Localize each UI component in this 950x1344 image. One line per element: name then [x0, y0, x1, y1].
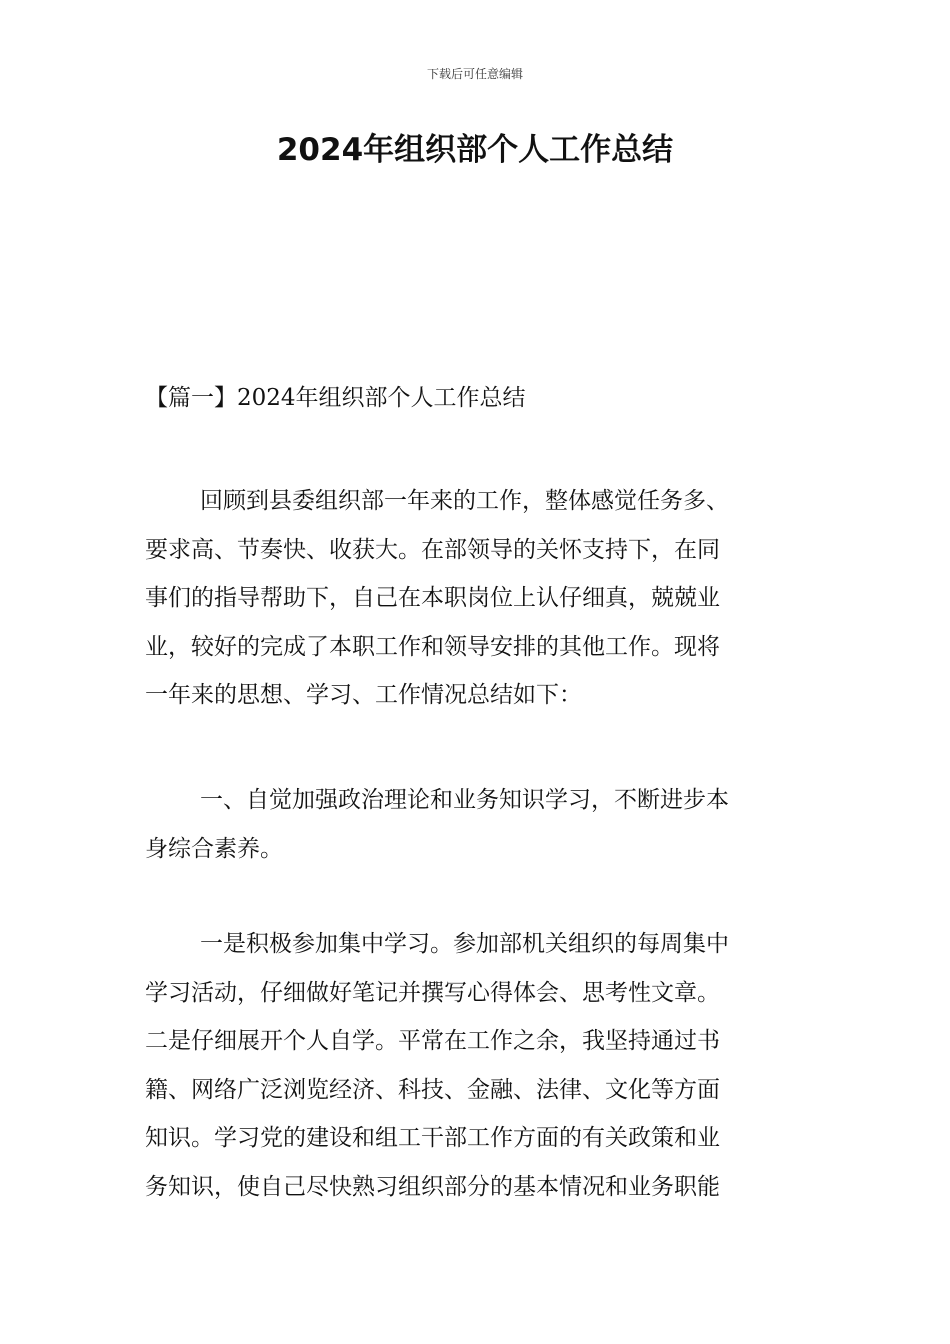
paragraph-line: 一、自觉加强政治理论和业务知识学习，不断进步本 [200, 787, 729, 813]
document-title: 2024年组织部个人工作总结 [276, 132, 674, 168]
paragraph-line: 二是仔细展开个人自学。平常在工作之余，我坚持通过书 [145, 1028, 720, 1055]
paragraph-line: 学习活动，仔细做好笔记并撰写心得体会、思考性文章。 [145, 979, 720, 1006]
header-note: 下载后可任意编辑 [426, 67, 523, 81]
paragraph-line: 事们的指导帮助下，自己在本职岗位上认仔细真，兢兢业 [145, 585, 720, 612]
paragraph-review [145, 477, 807, 720]
paragraph-point-one [145, 776, 807, 873]
paragraph-line: 回顾到县委组织部一年来的工作，整体感觉任务多、 [200, 488, 729, 514]
paragraph-line: 务知识，使自己尽快熟习组织部分的基本情况和业务职能 [145, 1173, 720, 1200]
paragraph-line: 知识。学习党的建设和组工干部工作方面的有关政策和业 [145, 1125, 720, 1152]
paragraph-line: 要求高、节奏快、收获大。在部领导的关怀支持下，在同 [145, 536, 720, 563]
paragraph-line: 一是积极参加集中学习。参加部机关组织的每周集中 [200, 931, 729, 957]
paragraph-line: 籍、网络广泛浏览经济、科技、金融、法律、文化等方面 [145, 1076, 720, 1103]
paragraph-study [145, 920, 807, 1212]
paragraph-line: 业，较好的完成了本职工作和领导安排的其他工作。现将 [145, 633, 720, 660]
section-heading: 【篇一】2024年组织部个人工作总结 [145, 385, 526, 411]
paragraph-line: 身综合素养。 [145, 835, 283, 862]
paragraph-line: 一年来的思想、学习、工作情况总结如下： [145, 682, 582, 709]
